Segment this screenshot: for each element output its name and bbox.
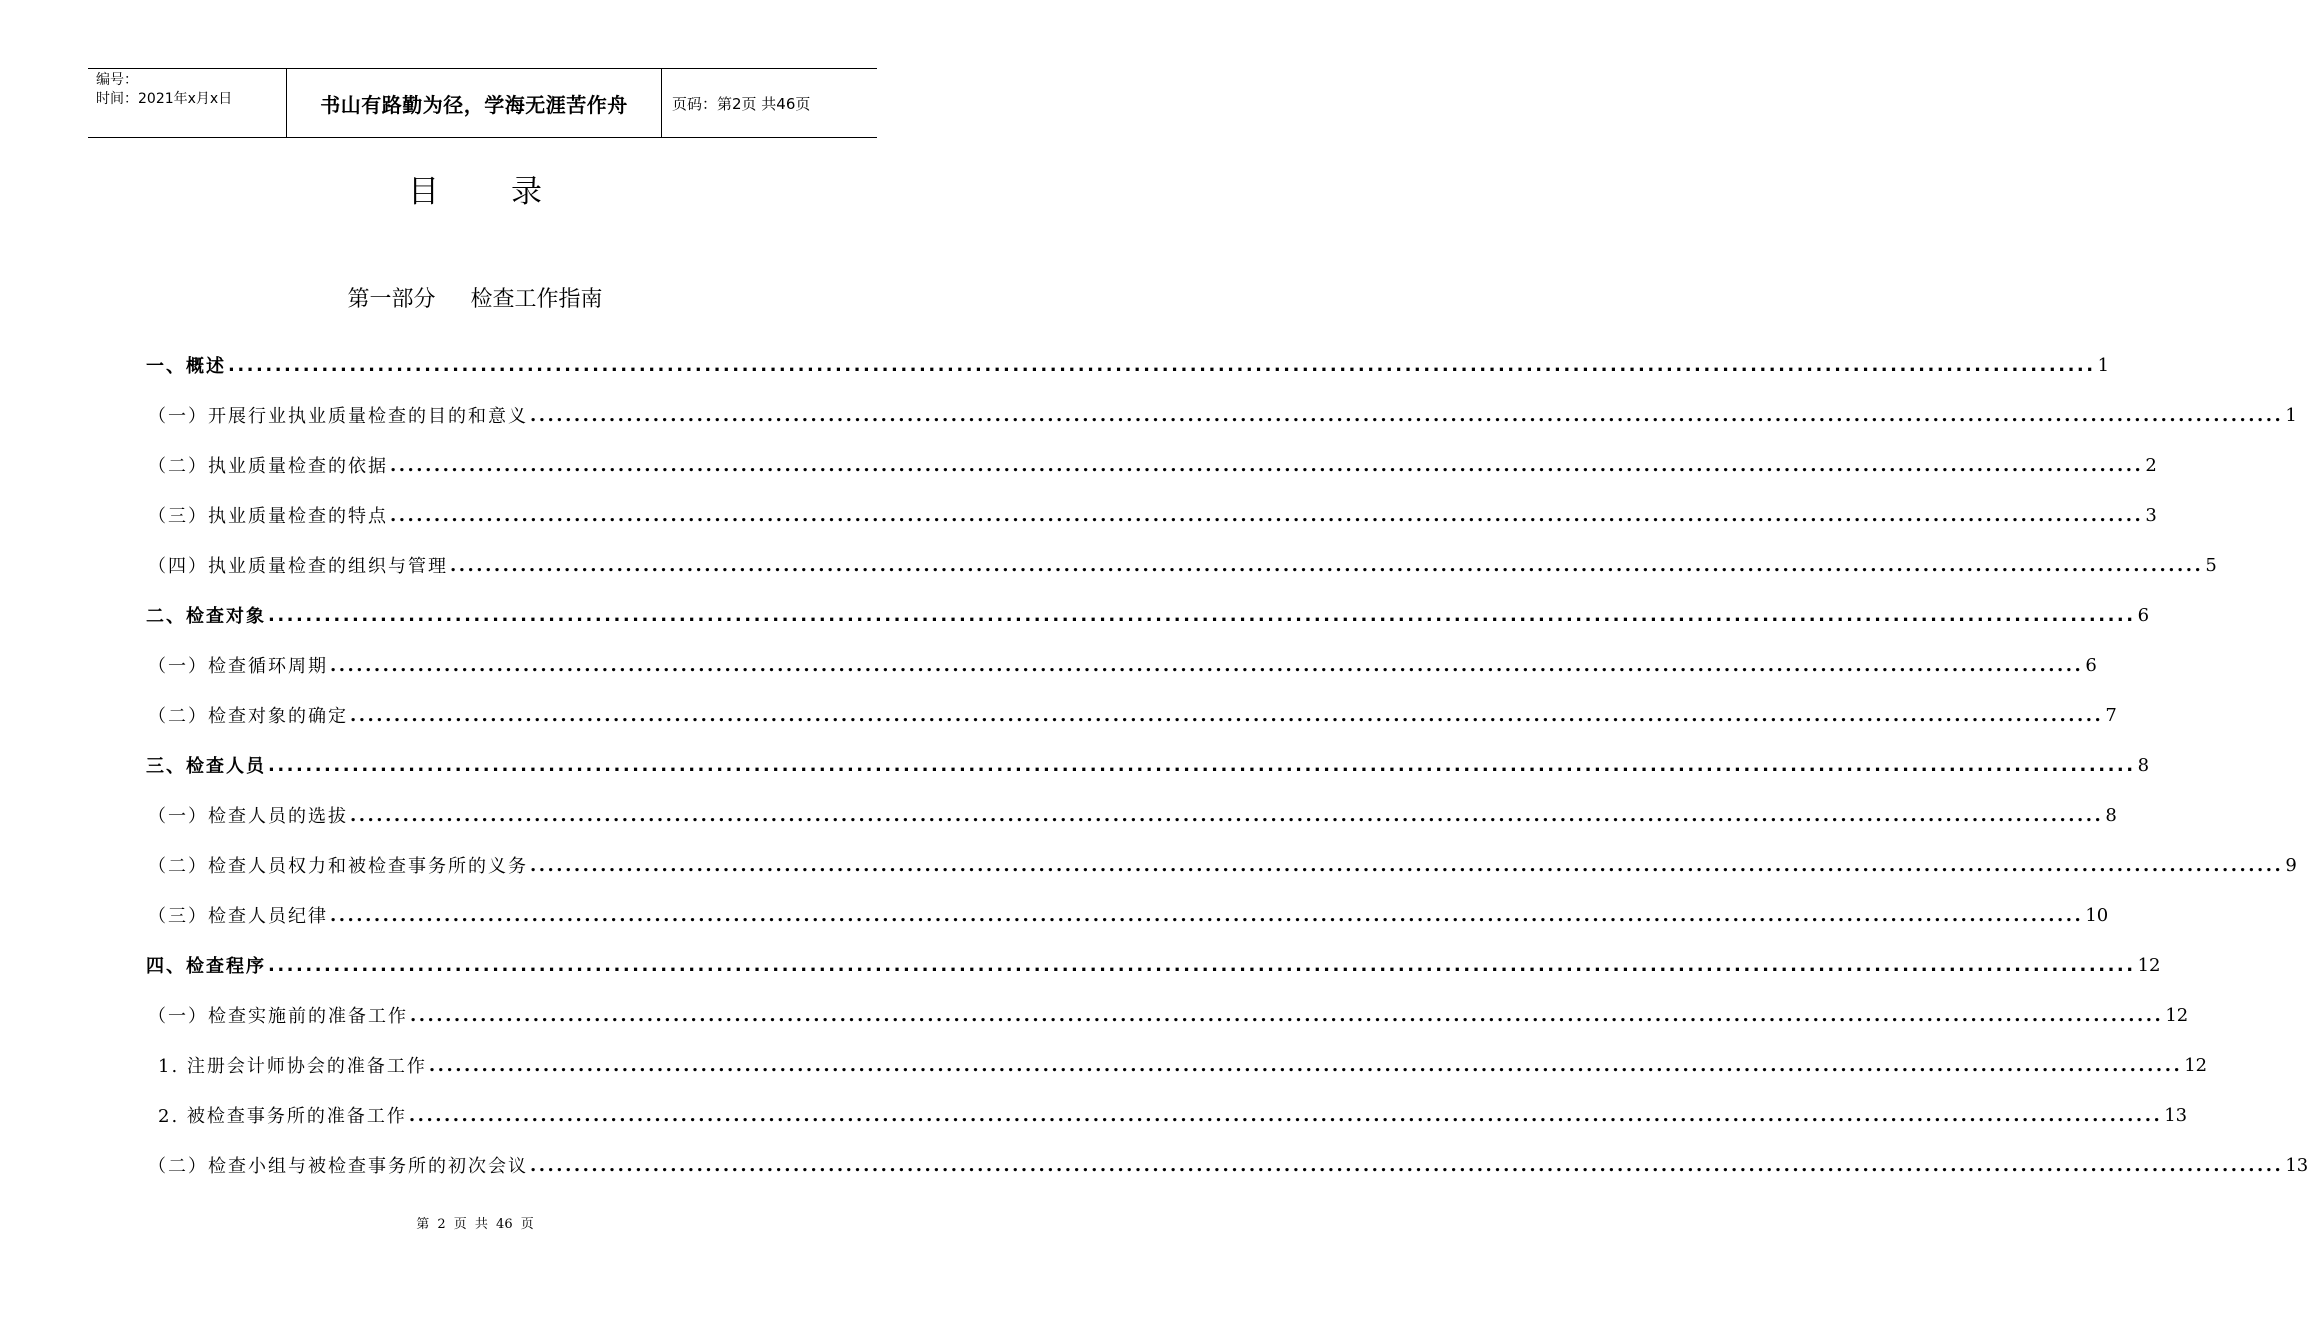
toc-leader-dots: ........................................................................................................................................................................................................ [530,854,2284,876]
toc-entry-page: 12 [2184,1054,2208,1076]
toc-entry[interactable] [146,790,2117,840]
time-label: 时间：2021年x月x日 [96,91,233,107]
toc-leader-dots: ........................................................................................................................................................................................................ [450,554,2204,576]
toc-entry-text: （一）开展行业执业质量检查的目的和意义 [148,406,528,427]
toc-title: 目录 [408,174,614,210]
toc-entry-text: （二）检查对象的确定 [148,706,348,727]
toc-leader-dots: ........................................................................................................................................................................................................ [530,1154,2284,1176]
toc-entry[interactable] [146,740,2150,790]
toc-entry-text: 1. 注册会计师协会的准备工作 [158,1056,427,1077]
toc-leader-dots: ........................................................................................................................................................................................................ [410,1004,2164,1026]
toc-entry-page: 5 [2205,554,2217,576]
toc-entry-page: 6 [2137,604,2150,626]
toc-entry-text: （三）执业质量检查的特点 [148,506,388,527]
toc-entry[interactable] [146,990,2189,1040]
toc-entry-page: 3 [2145,504,2157,526]
toc-entry[interactable] [146,390,2297,440]
toc-entry-page: 13 [2164,1104,2188,1126]
toc-leader-dots: ........................................................................................................................................................................................................ [350,804,2104,826]
toc-leader-dots: ........................................................................................................................................................................................................ [390,504,2144,526]
toc-entry[interactable] [146,540,2217,590]
toc-entry-page: 12 [2137,954,2161,976]
toc-entry-text: （二）检查人员权力和被检查事务所的义务 [148,856,528,877]
toc-entry-page: 6 [2085,654,2097,676]
toc-entry[interactable] [146,590,2150,640]
toc-entry[interactable] [146,340,2110,390]
page-header [88,68,877,138]
toc-leader-dots: ........................................................................................................................................................................................................ [228,354,2096,376]
toc-entry[interactable] [146,1040,2208,1090]
toc-entry-page: 12 [2165,1004,2189,1026]
page-footer: 第 2 页 共 46 页 [416,1217,534,1232]
toc-entry-text: （一）检查人员的选拔 [148,806,348,827]
toc-entry-page: 7 [2105,704,2117,726]
toc-entry-text: 2. 被检查事务所的准备工作 [158,1106,407,1127]
toc-entry-text: （一）检查实施前的准备工作 [148,1006,408,1027]
toc-entry-text: 二、检查对象 [146,606,266,627]
toc-entry-text: 三、检查人员 [146,756,266,777]
toc-leader-dots: ........................................................................................................................................................................................................ [530,404,2284,426]
part-title: 第一部分 检查工作指南 [347,287,603,312]
toc-entry[interactable] [146,1140,2308,1190]
toc-leader-dots: ........................................................................................................................................................................................................ [330,654,2084,676]
toc-leader-dots: ........................................................................................................................................................................................................ [350,704,2104,726]
toc-leader-dots: ........................................................................................................................................................................................................ [268,954,2136,976]
header-page-info: 页码：第2页 共46页 [672,94,811,113]
toc-entry[interactable] [146,1090,2188,1140]
toc-entry[interactable] [146,490,2157,540]
toc-leader-dots: ........................................................................................................................................................................................................ [408,1104,2163,1126]
toc-entry-text: 一、概述 [146,356,226,377]
toc-leader-dots: ........................................................................................................................................................................................................ [268,604,2136,626]
toc-entry-text: （一）检查循环周期 [148,656,328,677]
toc-entry-page: 9 [2285,854,2297,876]
toc-entry-text: （三）检查人员纪律 [148,906,328,927]
toc-entry-page: 13 [2285,1154,2308,1176]
header-motto: 书山有路勤为径，学海无涯苦作舟 [287,69,662,137]
toc-entry[interactable] [146,440,2157,490]
toc-entry-page: 10 [2085,904,2109,926]
number-label: 编号： [96,72,138,88]
toc-leader-dots: ........................................................................................................................................................................................................ [268,754,2136,776]
toc-entry[interactable] [146,640,2097,690]
toc-entry-text: （二）执业质量检查的依据 [148,456,388,477]
toc-entry-text: 四、检查程序 [146,956,266,977]
table-of-contents [146,340,2308,1190]
toc-entry-text: （二）检查小组与被检查事务所的初次会议 [148,1156,528,1177]
toc-entry[interactable] [146,690,2117,740]
toc-entry[interactable] [146,890,2109,940]
toc-entry-page: 2 [2145,454,2157,476]
toc-entry-text: （四）执业质量检查的组织与管理 [148,556,448,577]
toc-entry-page: 8 [2137,754,2150,776]
toc-entry-page: 1 [2097,354,2110,376]
toc-leader-dots: ........................................................................................................................................................................................................ [390,454,2144,476]
toc-leader-dots: ........................................................................................................................................................................................................ [330,904,2084,926]
toc-entry[interactable] [146,940,2161,990]
header-meta [88,69,287,137]
toc-entry-page: 1 [2285,404,2297,426]
toc-entry-page: 8 [2105,804,2117,826]
toc-entry[interactable] [146,840,2297,890]
toc-leader-dots: ........................................................................................................................................................................................................ [428,1054,2183,1076]
